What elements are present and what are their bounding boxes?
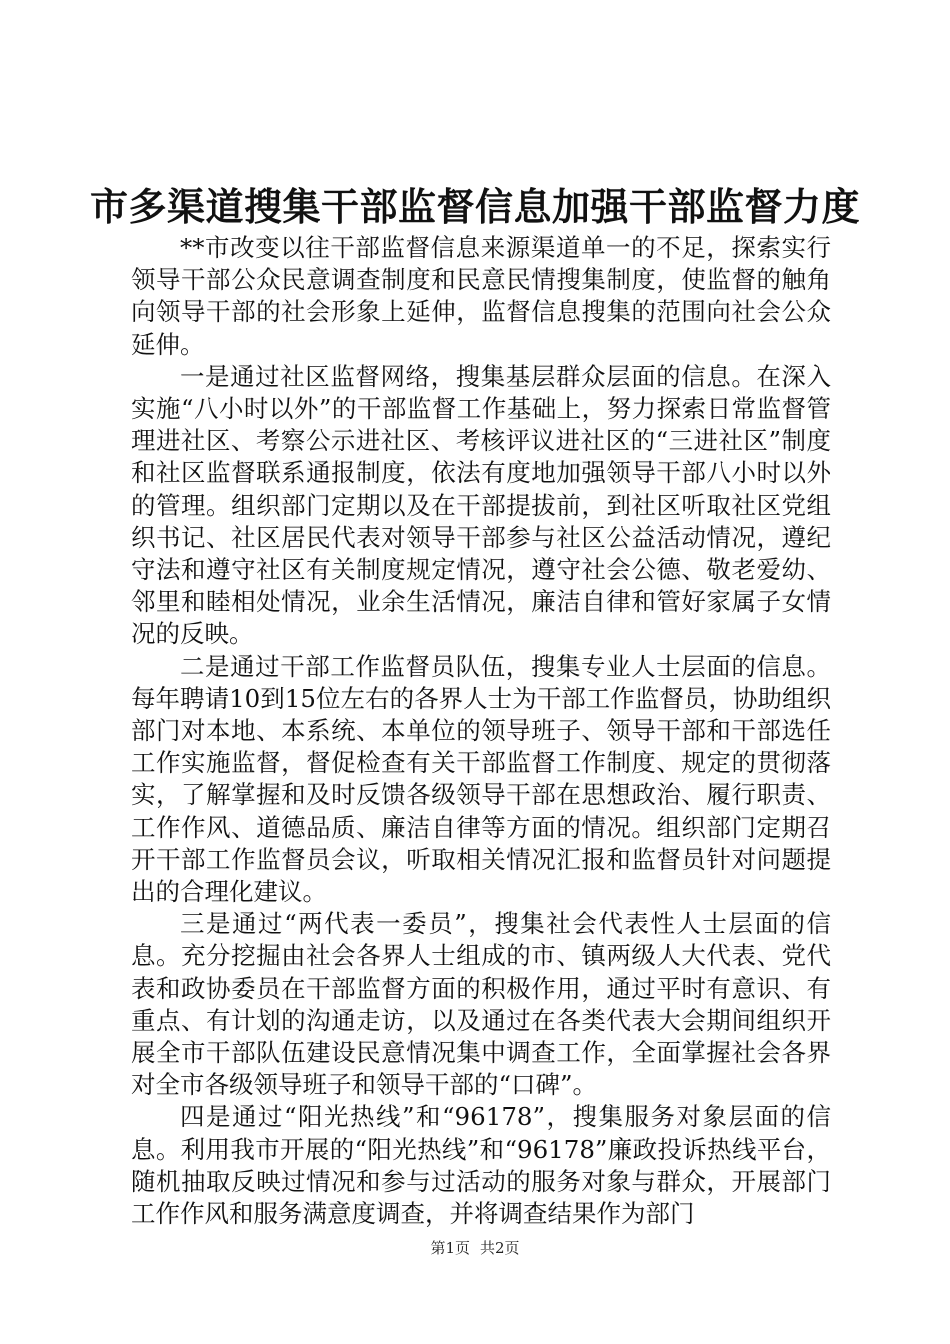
paragraph-community: 一是通过社区监督网络，搜集基层群众层面的信息。在深入实施“八小时以外”的干部监督工作基础上，努力探索日常监督管理进社区、考察公示进社区、考核评议进社区的“三进社区”制度和社区监督联系通报制度，依法有度地加强领导干部八小时以外的管理。组织部门定期以及在干部提拔前，到社区听取社区党组织书记、社区居民代表对领导干部参与社区公益活动情况，遵纪守法和遵守社区有关制度规定情况，遵守社会公德、敬老爱幼、邻里和睦相处情况，业余生活情况，廉洁自律和管好家属子女情况的反映。 (131, 361, 831, 649)
document-body (131, 232, 831, 1230)
paragraph-hotline: 四是通过“阳光热线”和“96178”，搜集服务对象层面的信息。利用我市开展的“阳光热线”和“96178”廉政投诉热线平台，随机抽取反映过情况和参与过活动的服务对象与群众，开展部门工作作风和服务满意度调查，并将调查结果作为部门 (131, 1102, 831, 1229)
paragraph-supervisors: 二是通过干部工作监督员队伍，搜集专业人士层面的信息。每年聘请10到15位左右的各界人士为干部工作监督员，协助组织部门对本地、本系统、本单位的领导班子、领导干部和干部选任工作实施监督，督促检查有关干部监督工作制度、规定的贯彻落实，了解掌握和及时反馈各级领导干部在思想政治、履行职责、工作作风、道德品质、廉洁自律等方面的情况。组织部门定期召开干部工作监督员会议，听取相关情况汇报和监督员针对问题提出的合理化建议。 (131, 651, 831, 907)
paragraph-intro: **市改变以往干部监督信息来源渠道单一的不足，探索实行领导干部公众民意调查制度和民意民情搜集制度，使监督的触角向领导干部的社会形象上延伸，监督信息搜集的范围向社会公众延伸。 (131, 233, 831, 359)
page-number-total: 共2页 (480, 1239, 520, 1257)
page-number-current: 第1页 (430, 1239, 470, 1257)
paragraph-representatives: 三是通过“两代表一委员”，搜集社会代表性人士层面的信息。充分挖掘由社会各界人士组成的市、镇两级人大代表、党代表和政协委员在干部监督方面的积极作用，通过平时有意识、有重点、有计划的沟通走访，以及通过在各类代表大会期间组织开展全市干部队伍建设民意情况集中调查工作，全面掌握社会各界对全市各级领导班子和领导干部的“口碑”。 (131, 909, 831, 1100)
document-title: 市多渠道搜集干部监督信息加强干部监督力度 (89, 184, 860, 229)
page-footer (0, 1238, 950, 1258)
